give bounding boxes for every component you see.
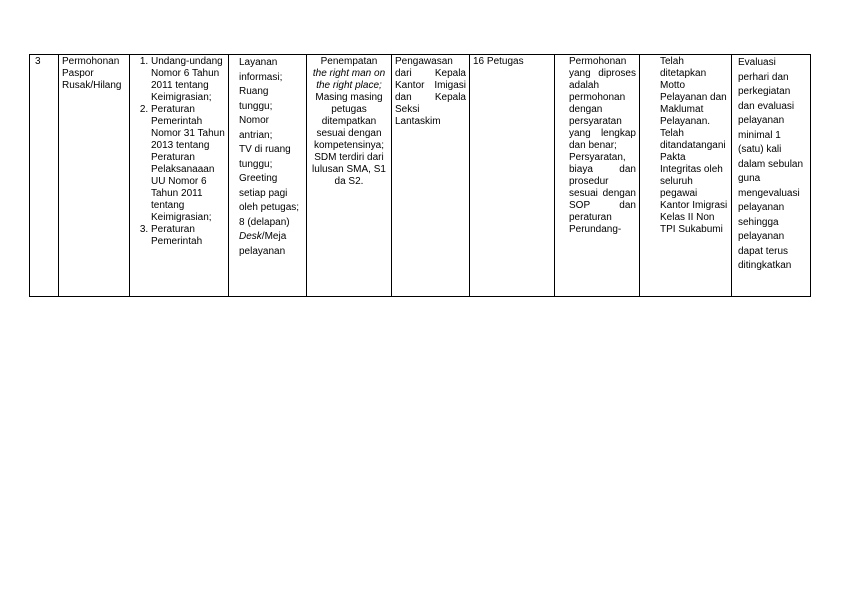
- security-text: Telah ditandatangani Pakta Integritas oleh seluruh pegawai Kantor Imigrasi Kelas II Non TPI Sukabumi: [660, 128, 728, 235]
- competence-motto: the right man on the right place;: [312, 68, 386, 91]
- cell-competence: [307, 55, 392, 297]
- facility-item: TV di ruang tunggu;: [239, 144, 291, 170]
- desk-count: 8 (delapan): [239, 216, 290, 228]
- list-item: 2. Peraturan Pemerintah Nomor 31 Tahun 2013 tentang Peraturan Pelaksanaaan UU Nomor 6 Tahun 2011 tentang Keimigrasian;: [151, 104, 225, 224]
- cell-legal-basis: [130, 55, 229, 297]
- cell-service-type: Permohonan Paspor Rusak/Hilang: [59, 55, 130, 297]
- competence-text: Masing masing petugas ditempatkan sesuai dengan kompetensinya;: [313, 92, 385, 151]
- cell-staff-count: 16 Petugas: [470, 55, 555, 297]
- guarantee-text: Permohonan yang diproses adalah permohonan dengan persyaratan yang lengkap dan benar;: [569, 56, 636, 151]
- desk-suffix: /Meja pelayanan: [239, 231, 287, 257]
- cell-evaluation: Evaluasi perhari dan perkegiatan dan evaluasi pelayanan minimal 1 (satu) kali dalam sebulan guna mengevaluasi pelayanan sehingga pelayanan dapat terus ditingkatkan: [732, 55, 811, 297]
- competence-text: SDM terdiri dari lulusan SMA, S1 da S2.: [312, 152, 386, 187]
- list-item: 1. Undang-undang Nomor 6 Tahun 2011 tentang Keimigrasian;: [151, 56, 225, 104]
- cell-supervision: Pengawasan dari Kepala Kantor Imigasi dan Kepala Seksi Lantaskim: [392, 55, 470, 297]
- cell-number: 3: [30, 55, 59, 297]
- cell-service-guarantee: [555, 55, 640, 297]
- list-item: 3. Peraturan Pemerintah: [151, 224, 225, 248]
- cell-security-guarantee: [640, 55, 732, 297]
- facility-item: [239, 216, 303, 260]
- guarantee-text: Persyaratan, biaya dan prosedur sesuai dengan SOP dan peraturan Perundang-: [569, 152, 636, 235]
- cell-facilities: [229, 55, 307, 297]
- facility-item: Ruang tunggu;: [239, 86, 273, 112]
- facility-item: Greeting setiap pagi oleh petugas;: [239, 173, 300, 213]
- table-row: [30, 55, 811, 297]
- facility-item: Layanan informasi;: [239, 57, 283, 83]
- legal-basis-list: [133, 56, 225, 248]
- desk-word: Desk: [239, 231, 262, 242]
- security-text: Telah ditetapkan Motto Pelayanan dan Maklumat Pelayanan.: [660, 56, 727, 127]
- service-standards-table: [29, 54, 811, 297]
- competence-text: Penempatan: [320, 56, 378, 67]
- facility-item: Nomor antrian;: [239, 115, 273, 141]
